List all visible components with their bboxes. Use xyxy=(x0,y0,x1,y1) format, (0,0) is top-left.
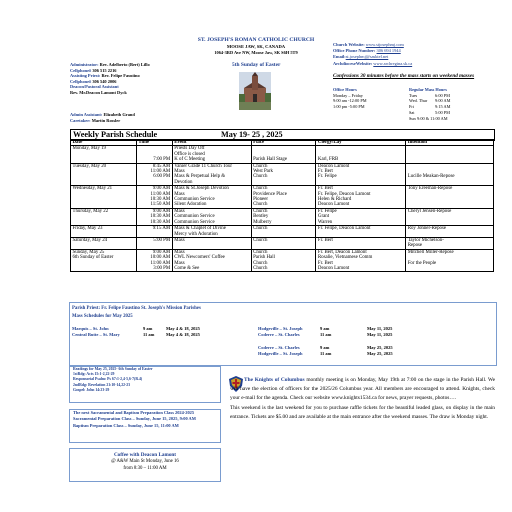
cell-time: 9:00 AM 11:00 AM 10:30 AM 11:50 AM xyxy=(136,186,172,209)
table-row xyxy=(71,237,494,249)
table-row xyxy=(71,163,494,186)
cell-clergy: Fr. Felipe, Deacon Lamont xyxy=(316,226,406,238)
cell-date: Sunday, May 25 6th Sunday of Easter xyxy=(71,249,137,272)
schedule-table xyxy=(70,139,494,272)
coffee-with-deacon-box: Coffee with Deacon Lamont @ A&W Main St Monday, June 16 from 8:30 – 11:00 AM xyxy=(69,448,221,482)
cell-time: 5:00 PM xyxy=(136,237,172,249)
cell-place: Church xyxy=(251,237,316,249)
church-title: ST. JOSEPH'S ROMAN CATHOLIC CHURCH xyxy=(197,37,315,43)
cell-event: Mass & Chaplet of Divine Mercy with Adoration xyxy=(172,226,251,238)
cell-date: Wednesday, May 21 xyxy=(71,186,137,209)
cell-event: Mass & St.Joseph Devotion Mass Communion Service Silent Adoration xyxy=(172,186,251,209)
cell-event: Mass Communion Service Communion Service xyxy=(172,208,251,225)
staff-line: Cellphone# 306 540 2006 xyxy=(70,78,117,84)
coffee-title: Coffee with Deacon Lamont xyxy=(113,452,177,458)
cell-intention xyxy=(406,146,494,163)
cell-date: Saturday, May 24 xyxy=(71,237,137,249)
cell-intention: Cheryl Jensen-Repose xyxy=(406,208,494,225)
readings-box: Readings for May 25, 2025- 6th Sunday of Easter 1stRdg: Acts 15:1-2,22-29 Responsorial Psalm: Ps 67:1-2,4-5,6-7(R.4) 2ndRdg: Revelation 21:10-14,22-23 Gospel: John 14:23-29 xyxy=(69,366,221,403)
cell-place: Church West Park Church xyxy=(251,163,316,186)
cell-time: 9:00 AM 10:00 AM 11:00 AM 3:00 PM xyxy=(136,249,172,272)
cell-place: Church Providence Place Pioneer Church xyxy=(251,186,316,209)
cell-intention: Lucille Meakan-Repose xyxy=(406,163,494,186)
website-link[interactable]: www.stjosephmj.com xyxy=(365,42,404,47)
cell-time: 9:15 AM xyxy=(136,226,172,238)
table-row xyxy=(71,208,494,225)
cell-place: Church xyxy=(251,226,316,238)
mass-hours-row: Wed. Thur 9:00 AM xyxy=(409,98,451,104)
cell-clergy: Fr. Felipe Grant Warren xyxy=(316,208,406,225)
confessions-note: Confessions 30 minutes before the mass starts on weekend masses xyxy=(333,73,475,79)
mission-heading: Parish Priest: Fr. Felipe Faustino St. Joseph's Mission Parishes xyxy=(72,306,201,311)
admin-staff: Admin Assistant: Elizabeth Grand Caretaker: Martin Rossler xyxy=(70,112,135,123)
cell-time: 7:00 PM xyxy=(136,146,172,163)
readings-heading: Readings for May 25, 2025- 6th Sunday of Easter xyxy=(73,367,153,371)
staff-line: Assisting Priest: Rev. Felipe Faustino xyxy=(70,73,140,79)
cell-place: Church Parish Hall Church Church xyxy=(251,249,316,272)
archdiocese-link[interactable]: www.archregina.sk.ca xyxy=(373,60,413,66)
cell-event: Priests Day Off Office is closed K of C Meeting xyxy=(172,146,251,163)
mission-parishes-box: Parish Priest: Fr. Felipe Faustino St. Joseph's Mission Parishes Mass Schedules for May 2025 Marquis – St. John 9 am May 4 & 18, 2025 Central Butte – St. Mary 11 am May 4 & 18, 2025 Hodgeville – St. Joseph 9 am May 11, 2025 Coderre – St. Charles 11 am May 11, 2025 Coderre – St. Charles 9 am May 25, 2025 Hodgeville – St. Joseph 11 am May 25, 2025 xyxy=(69,302,497,366)
staff-line: Deacon/Pastoral Assistant xyxy=(70,84,119,90)
church-address: 1064-3RD Ave NW, Moose Jaw, SK S6H 5T9 xyxy=(214,50,298,55)
staff-list xyxy=(70,62,235,96)
cell-event: Vanier Grade 11 Church Tour Mass Mass & Perpetual Help & Devotion xyxy=(172,163,251,186)
knights-notice xyxy=(230,376,495,424)
table-row xyxy=(71,226,494,238)
table-row xyxy=(71,186,494,209)
mass-hours-row: Tues 6:00 PM xyxy=(409,92,450,98)
cell-time: 9:00 AM 10:30 AM 10:30 AM xyxy=(136,208,172,225)
office-hours-heading: Office Hours xyxy=(333,87,357,92)
cell-clergy: Fr. Bert Fr. Felipe, Deacon Lamont Helen & Richard Deacon Lamont xyxy=(316,186,406,209)
staff-line: Administrator: Rev. Adelberto (Bert) Lillo xyxy=(70,62,150,67)
cell-time: 8:45 AM 11:00 AM 6:00 PM xyxy=(136,163,172,186)
cell-date: Friday, May 23 xyxy=(71,226,137,238)
raffle-paragraph: This weekend is the last weekend for you to purchase raffle tickets for the beautiful leaded glass, on display in the main entrance. Tickets are $5.00 and are available at the main entrance after the weekend masses. The draw is Monday night. xyxy=(230,405,495,421)
schedule-title: Weekly Parish Schedule xyxy=(73,130,158,139)
mass-hours-row: Fri 9:15 AM xyxy=(409,104,451,110)
staff-line: Rev. Mr.Deacon Lamont Dyck xyxy=(70,89,127,95)
cell-date: Tuesday, May 20 xyxy=(71,163,137,186)
church-photo-image xyxy=(239,72,271,110)
cell-date: Thursday, May 22 xyxy=(71,208,137,225)
email-link[interactable]: st.josephmj@sasktel.net xyxy=(345,54,389,60)
sunday-label: 5th Sunday of Easter xyxy=(232,62,281,68)
schedule-dates: May 19- 25 , 2025 xyxy=(221,130,283,139)
cell-clergy: Fr. Bert, Deacon Lamont Rosalie, Vietnamese Comm Fr. Bert Deacon Lamont xyxy=(316,249,406,272)
mission-subheading: Mass Schedules for May 2025 xyxy=(72,314,133,319)
cell-intention: Tony Ereeman-Repose xyxy=(406,186,494,209)
mass-hours-row: Sat 5:00 PM xyxy=(409,109,450,115)
contact-info: Church Website: www.stjosephmj.com Office Phone Number: 306 694 1944 Email:st.josephmj@sasktel.net ArchdioceseWebsite: www.archregina.sk.ca xyxy=(333,42,413,66)
mass-hours-row: Sun9:00 & 11:00 AM xyxy=(409,115,448,121)
cell-clergy: Deacon Lamont Fr. Bert Fr. Felipe xyxy=(316,163,406,186)
cell-date: Monday, May 19 xyxy=(71,146,137,163)
cell-clergy: Karl, FRB xyxy=(316,146,406,163)
phone-link[interactable]: 306 694 1944 xyxy=(376,48,401,54)
table-row xyxy=(71,249,494,272)
church-city: MOOSE JAW, SK, CANADA xyxy=(226,44,286,49)
knights-paragraph: The Knights of Columbus monthly meeting is on Monday, May 19th at 7:00 on the stage in the Parish Hall. We will have the election of officers for the 2025/26 Columbus year. All members are encouraged to attend. Knights, check your e-mail for the agenda. Check our website www.knights1534.ca for news, prayer requests, photos…. xyxy=(230,377,495,401)
cell-place: Parish Hall Stage xyxy=(251,146,316,163)
cell-intention: Mitchell Miller-Repose For the People xyxy=(406,249,494,272)
cell-event: Mass CWL Newcomers' Coffee Mass Come & See xyxy=(172,249,251,272)
cell-event: Mass xyxy=(172,237,251,249)
cell-intention: Taylor Michelson- Repose xyxy=(406,237,494,249)
cell-intention: Roy Johner-Repose xyxy=(406,226,494,238)
cell-clergy: Fr. Bert xyxy=(316,237,406,249)
cell-place: Church Bentley Mulberry xyxy=(251,208,316,225)
table-header-row: Date Time Event Place Clergy/Lay Intention xyxy=(71,140,494,146)
table-row xyxy=(71,146,494,163)
mass-hours-heading: Regular Mass Hours xyxy=(409,87,447,92)
staff-line: Cellphone# 306 515 2216 xyxy=(70,67,117,73)
preparation-classes-box: The next Sacramental and Baptism Preparation Class 2024-2025 Sacramental Preparation Class – Sunday, June 15, 2025, 9:00 AM Baptism Preparation Class – Sunday, June 15, 11:00 AM xyxy=(69,409,221,443)
